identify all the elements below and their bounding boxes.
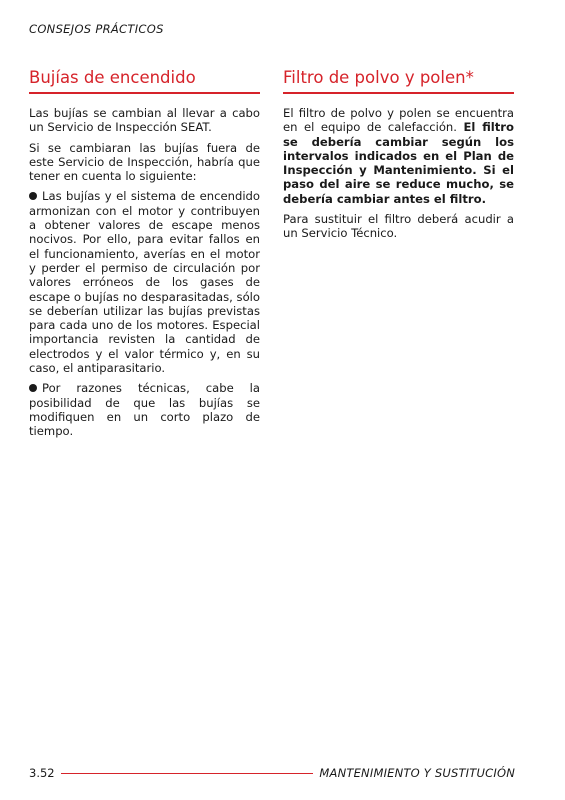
bullet-icon [29, 384, 37, 392]
section-title-bujias: Bujías de encendido [29, 68, 260, 94]
running-header: CONSEJOS PRÁCTICOS [29, 22, 164, 36]
paragraph [283, 106, 514, 206]
chapter-title: MANTENIMIENTO Y SUSTITUCIÓN [319, 766, 515, 780]
bullet-text: Las bujías y el sistema de encendido armonizan con el motor y contribuyen a obtener valores de escape menos nocivos. Por ello, para evitar fallos en el funcionamiento, averías en el motor y perder el permiso de circulación por valores erróneos de los gases de escape o bujías no desparasitadas, sólo se deberían utilizar las bujías previstas para cada uno de los motores. Especial importancia revisten la cantidad de electrodos y el valor térmico y, en su caso, el antiparasitario. [29, 189, 260, 376]
paragraph: Para sustituir el filtro deberá acudir a un Servicio Técnico. [283, 212, 514, 241]
paragraph: Si se cambiaran las bujías fuera de este Servicio de Inspección, habría que tener en cuenta lo siguiente: [29, 140, 260, 184]
bullet-icon [29, 192, 37, 200]
section-body-filtro [283, 106, 514, 241]
paragraph: Las bujías se cambian al llevar a cabo un Servicio de Inspección SEAT. [29, 106, 260, 135]
section-bujias [29, 68, 260, 445]
bullet-item [29, 189, 260, 375]
section-title-filtro: Filtro de polvo y polen* [283, 68, 514, 94]
bullet-text: Por razones técnicas, cabe la posibilidad de que las bujías se modifiquen en un corto plazo de tiempo. [29, 381, 260, 439]
paragraph-text: El filtro de polvo y polen se encuentra en el equipo de calefacción. [283, 106, 514, 135]
footer-rule [61, 773, 314, 774]
paragraph-emphasis: El filtro se debería cambiar según los intervalos indicados en el Plan de Inspección y Mantenimiento. Si el paso del aire se reduce mucho, se debería cambiar antes el filtro. [283, 120, 514, 206]
bullet-item [29, 381, 260, 438]
section-filtro [283, 68, 514, 247]
page-footer [29, 765, 515, 781]
section-body-bujias [29, 106, 260, 439]
page-number: 3.52 [29, 766, 55, 780]
